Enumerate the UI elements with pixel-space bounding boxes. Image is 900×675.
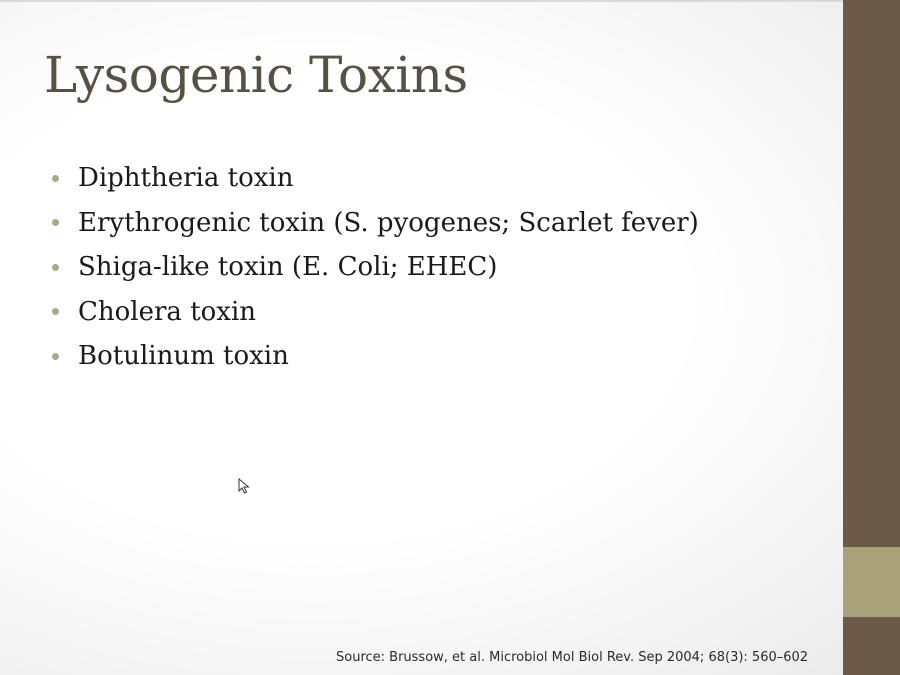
bullet-text: Diphtheria toxin: [78, 163, 294, 194]
bullet-dot-icon: [52, 353, 59, 360]
bullet-item: [52, 290, 699, 335]
bullet-text: Erythrogenic toxin (S. pyogenes; Scarlet fever): [78, 207, 699, 238]
bullet-dot-icon: [52, 175, 59, 182]
bullet-item: [52, 201, 699, 246]
bullet-dot-icon: [52, 264, 59, 271]
bullet-text: Shiga-like toxin (E. Coli; EHEC): [78, 252, 498, 283]
source-citation: Source: Brussow, et al. Microbiol Mol Biol Rev. Sep 2004; 68(3): 560–602: [336, 650, 809, 665]
slide-top-edge: [0, 0, 843, 2]
bullet-item: [52, 245, 699, 290]
bullet-text: Cholera toxin: [78, 296, 257, 327]
bullet-dot-icon: [52, 219, 59, 226]
bullet-text: Botulinum toxin: [78, 341, 289, 372]
bullet-dot-icon: [52, 308, 59, 315]
bullet-list: [52, 156, 699, 379]
bullet-item: [52, 156, 699, 201]
mouse-pointer-icon: [238, 478, 250, 494]
bullet-item: [52, 334, 699, 379]
slide-title: Lysogenic Toxins: [44, 46, 468, 104]
sidebar-accent-block: [843, 547, 900, 617]
